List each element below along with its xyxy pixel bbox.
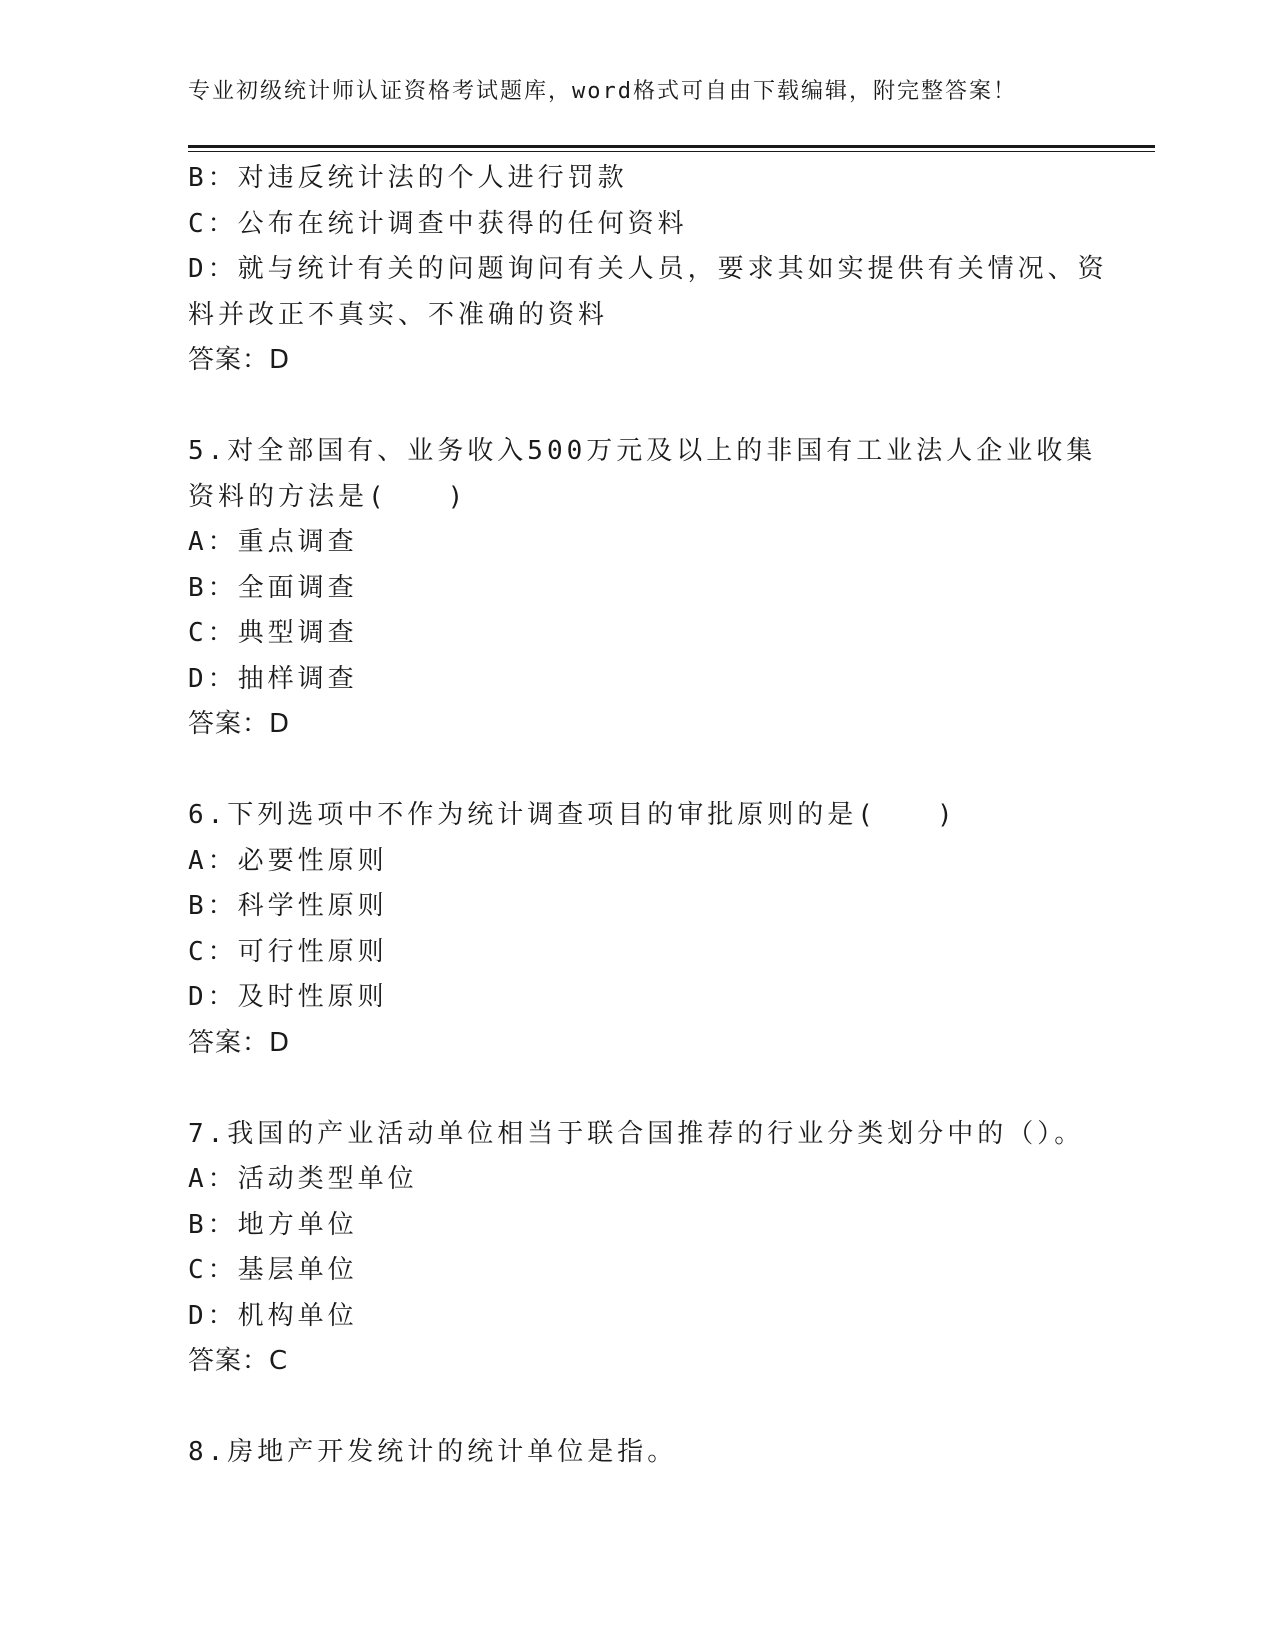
spacer	[188, 1385, 1088, 1431]
q7-stem: 7.我国的产业活动单位相当于联合国推荐的行业分类划分中的（）。	[188, 1118, 1085, 1149]
q5-option-c: C：典型调查	[188, 618, 358, 648]
prev-option-c: C：公布在统计调查中获得的任何资料	[188, 208, 688, 239]
header-rule-thick	[188, 145, 1155, 148]
q8-stem: 8.房地产开发统计的统计单位是指。	[188, 1437, 678, 1467]
q5-option-b: B：全面调查	[188, 572, 358, 603]
q6-answer: 答案：D	[188, 1027, 291, 1058]
page-header: 专业初级统计师认证资格考试题库，word格式可自由下载编辑，附完整答案！	[188, 79, 1017, 104]
question-content	[188, 156, 1108, 1476]
prev-answer: 答案：D	[188, 345, 291, 375]
q5-option-d: D：抽样调查	[188, 663, 358, 694]
q6-option-d: D：及时性原则	[188, 982, 388, 1012]
spacer	[188, 748, 1088, 794]
q6-option-c: C：可行性原则	[188, 936, 388, 967]
q7-option-d: D：机构单位	[188, 1300, 358, 1331]
q7-option-c: C：基层单位	[188, 1255, 358, 1285]
header-rule-thin	[188, 151, 1155, 152]
q7-answer: 答案：C	[188, 1346, 289, 1376]
q6-option-a: A：必要性原则	[188, 845, 388, 876]
q6-stem: 6.下列选项中不作为统计调查项目的审批原则的是( )	[188, 800, 957, 830]
prev-option-d-line2: 料并改正不真实、不准确的资料	[188, 299, 609, 330]
q5-answer: 答案：D	[188, 709, 291, 739]
q6-option-b: B：科学性原则	[188, 891, 388, 921]
q5-stem-line1: 5.对全部国有、业务收入500万元及以上的非国有工业法人企业收集	[188, 436, 1097, 466]
prev-option-b: B：对违反统计法的个人进行罚款	[188, 163, 628, 193]
q7-option-a: A：活动类型单位	[188, 1164, 418, 1194]
prev-option-d-line1: D：就与统计有关的问题询问有关人员，要求其如实提供有关情况、资	[188, 254, 1108, 284]
q5-stem-line2: 资料的方法是( )	[188, 481, 468, 512]
q7-option-b: B：地方单位	[188, 1209, 358, 1240]
spacer	[188, 1066, 1088, 1112]
q5-option-a: A：重点调查	[188, 527, 358, 557]
spacer	[188, 384, 1088, 430]
